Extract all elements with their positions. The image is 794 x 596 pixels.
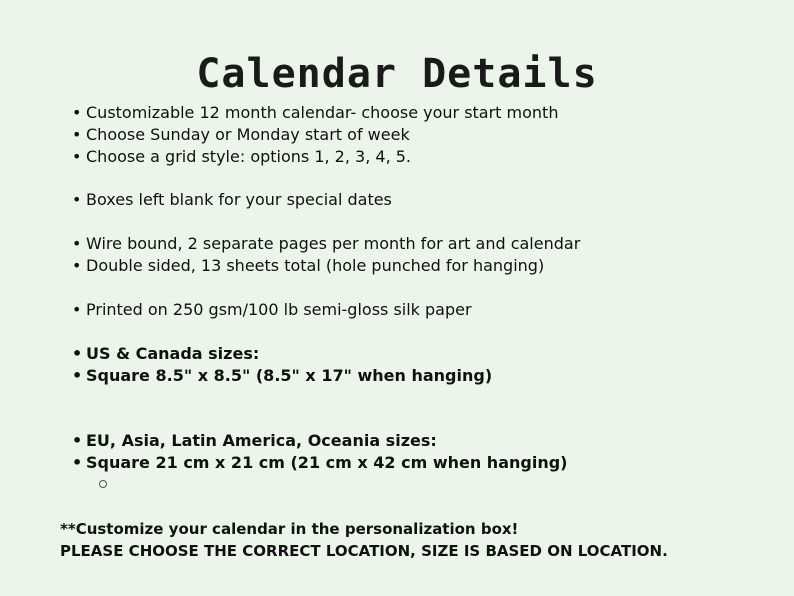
list-item-text: Square 8.5" x 8.5" (8.5" x 17" when hanging) — [86, 366, 493, 385]
list-item — [72, 343, 492, 365]
feature-list-paper — [72, 299, 472, 321]
customize-note: **Customize your calendar in the personalization box! — [60, 520, 519, 538]
feature-list-binding — [72, 233, 580, 277]
bullet-icon: • — [72, 431, 83, 450]
feature-list-dates — [72, 189, 392, 211]
bullet-icon: • — [72, 256, 82, 275]
list-item — [72, 233, 580, 255]
size-list-us — [72, 343, 492, 387]
feature-list-general — [72, 102, 558, 168]
list-item-text: Customizable 12 month calendar- choose your start month — [86, 103, 559, 122]
list-item-text: Square 21 cm x 21 cm (21 cm x 42 cm when hanging) — [86, 453, 568, 472]
bullet-icon: • — [72, 366, 83, 385]
list-item-text: Choose Sunday or Monday start of week — [86, 125, 410, 144]
bullet-icon: • — [72, 125, 82, 144]
list-item-text: Wire bound, 2 separate pages per month for art and calendar — [86, 234, 581, 253]
empty-sub-bullet-icon — [99, 480, 107, 488]
location-warning: PLEASE CHOOSE THE CORRECT LOCATION, SIZE IS BASED ON LOCATION. — [60, 542, 668, 560]
bullet-icon: • — [72, 147, 82, 166]
list-item — [72, 452, 567, 474]
bullet-icon: • — [72, 453, 83, 472]
bullet-icon: • — [72, 300, 82, 319]
list-item-text: EU, Asia, Latin America, Oceania sizes: — [86, 431, 437, 450]
bullet-icon: • — [72, 103, 82, 122]
list-item — [72, 189, 392, 211]
list-item-text: US & Canada sizes: — [86, 344, 260, 363]
list-item — [72, 102, 558, 124]
list-item — [72, 430, 567, 452]
list-item-text: Choose a grid style: options 1, 2, 3, 4, 5. — [86, 147, 411, 166]
list-item — [72, 365, 492, 387]
page-title: Calendar Details — [196, 51, 598, 97]
list-item — [72, 299, 472, 321]
bullet-icon: • — [72, 190, 82, 209]
list-item-text: Boxes left blank for your special dates — [86, 190, 392, 209]
list-item — [72, 255, 580, 277]
bullet-icon: • — [72, 344, 83, 363]
list-item — [72, 124, 558, 146]
list-item — [72, 146, 558, 168]
size-list-eu — [72, 430, 567, 474]
list-item-text: Double sided, 13 sheets total (hole punched for hanging) — [86, 256, 545, 275]
bullet-icon: • — [72, 234, 82, 253]
list-item-text: Printed on 250 gsm/100 lb semi-gloss silk paper — [86, 300, 472, 319]
